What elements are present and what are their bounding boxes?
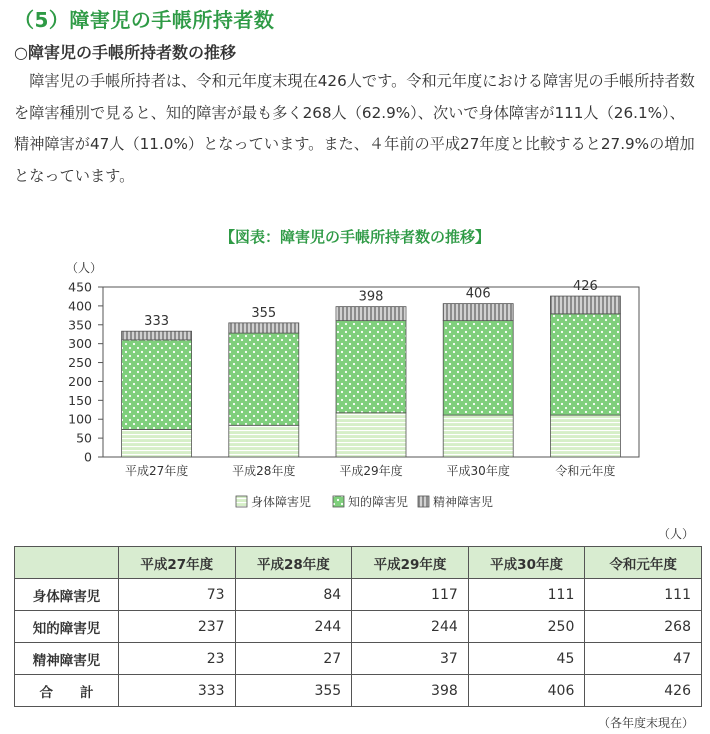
table-row-total [15,675,702,707]
table-cell: 117 [352,579,469,611]
table-cell: 37 [352,643,469,675]
chart-title: 【図表：障害児の手帳所持者数の推移】 [219,228,490,246]
table-cell: 237 [119,611,236,643]
bar-segment [122,340,192,430]
table-header-corner [15,547,119,579]
bar-segment [336,321,406,413]
bar-total-label: 333 [144,314,170,330]
table-header-cell: 平成27年度 [119,547,236,579]
legend-swatch [236,496,247,507]
table-footnote: （各年度末現在） [597,716,694,730]
table-header-cell: 平成30年度 [468,547,585,579]
y-tick-label: 150 [68,392,92,408]
x-tick-label: 平成27年度 [124,464,189,478]
bar-total-label: 355 [251,305,277,321]
table-cell: 27 [235,643,352,675]
table-row [15,643,702,675]
legend-label: 精神障害児 [433,495,494,509]
y-tick-label: 50 [76,430,92,446]
bar-segment [443,415,513,457]
y-tick-label: 0 [84,449,92,465]
table-cell: 73 [119,579,236,611]
bar-total-label: 398 [358,289,384,305]
y-tick-label: 400 [68,298,92,314]
bar-segment [336,413,406,457]
row-label: 合 計 [15,675,119,707]
legend-label: 知的障害児 [348,495,409,509]
table-cell: 406 [468,675,585,707]
table-header-cell: 令和元年度 [585,547,702,579]
legend-swatch [418,496,429,507]
table-cell: 23 [119,643,236,675]
table-row [15,611,702,643]
table-cell: 355 [235,675,352,707]
table-cell: 426 [585,675,702,707]
legend-swatch [333,496,344,507]
y-tick-label: 300 [68,336,92,352]
table-cell: 398 [352,675,469,707]
y-tick-label: 250 [68,355,92,371]
row-label: 精神障害児 [15,643,119,675]
y-axis-unit-label: （人） [66,261,103,275]
stacked-bar-chart [0,258,710,516]
table-cell: 111 [468,579,585,611]
row-label: 身体障害児 [15,579,119,611]
bar-segment [122,331,192,340]
subsection-title: ○障害児の手帳所持者数の推移 [14,43,236,62]
table-header-row [15,547,702,579]
bar-total-label: 426 [572,279,598,295]
bar-segment [336,307,406,321]
y-tick-label: 350 [68,317,92,333]
table-cell: 47 [585,643,702,675]
table-cell: 244 [352,611,469,643]
table-header-cell: 平成28年度 [235,547,352,579]
bar-segment [443,304,513,321]
x-tick-label: 平成29年度 [339,464,403,478]
body-paragraph: 障害児の手帳所持者は、令和元年度末現在426人です。令和元年度における障害児の手帳所持者数を障害種別で見ると、知的障害が最も多く268人（62.9%）、次いで身体障害が111人（26.1%）、精神障害が47人（11.0%）となっています。また、４年前の平成27年度と比較すると27.9%の増加となっています。 [14,72,695,185]
table-header-cell: 平成29年度 [352,547,469,579]
table-cell: 250 [468,611,585,643]
y-tick-label: 100 [68,411,92,427]
x-tick-label: 平成28年度 [232,464,296,478]
bar-segment [229,425,299,457]
bar-segment [550,415,620,457]
data-table [14,546,702,707]
table-cell: 84 [235,579,352,611]
y-tick-label: 200 [68,373,92,389]
table-cell: 333 [119,675,236,707]
y-tick-label: 450 [68,279,92,295]
x-tick-label: 令和元年度 [555,464,616,478]
table-cell: 244 [235,611,352,643]
bar-segment [229,333,299,425]
bar-segment [550,314,620,415]
table-cell: 111 [585,579,702,611]
row-label: 知的障害児 [15,611,119,643]
bar-segment [443,321,513,415]
bar-segment [122,429,192,457]
x-tick-label: 平成30年度 [446,464,510,478]
section-title: （5）障害児の手帳所持者数 [14,8,275,32]
bar-total-label: 406 [465,286,491,302]
table-row [15,579,702,611]
bar-segment [550,296,620,314]
table-cell: 268 [585,611,702,643]
table-unit-label: （人） [657,527,694,541]
bar-segment [229,323,299,333]
legend-label: 身体障害児 [251,495,312,509]
table-cell: 45 [468,643,585,675]
